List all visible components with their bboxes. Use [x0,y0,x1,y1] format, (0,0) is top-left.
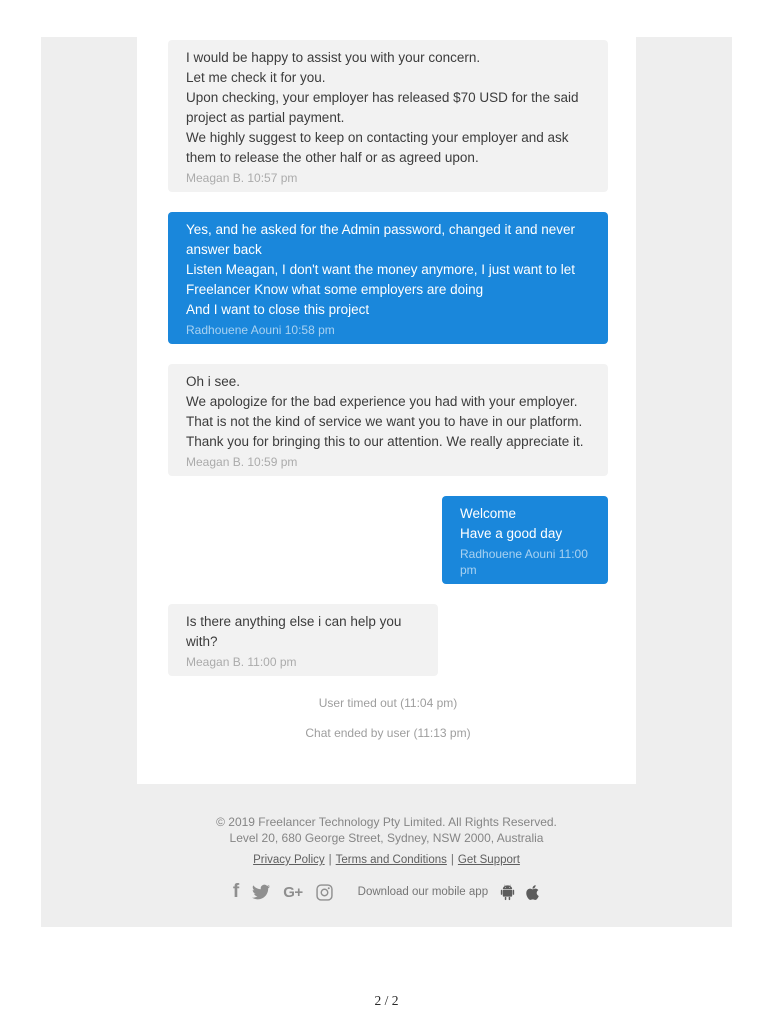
company-address: Level 20, 680 George Street, Sydney, NSW 2000, Australia [229,831,544,845]
message-line: I would be happy to assist you with your concern. [186,50,481,65]
message-line: And I want to close this project [186,302,370,317]
message-line: Let me check it for you. [186,70,326,85]
privacy-policy-link[interactable]: Privacy Policy [253,854,325,866]
message-meta: Meagan B. 10:59 pm [186,455,298,469]
link-separator: | [328,854,332,866]
chat-bubble-user [168,212,608,344]
email-body-panel [41,37,732,927]
email-footer [41,784,732,901]
message-line: Thank you for bringing this to our attention. We really appreciate it. [186,434,584,449]
page-number: 2 / 2 [374,993,399,1008]
facebook-icon[interactable]: f [232,881,240,902]
twitter-icon[interactable] [252,883,270,901]
message-meta: Radhouene Aouni 11:00 pm [460,547,588,577]
terms-and-conditions-link[interactable]: Terms and Conditions [335,854,447,866]
copyright-text: © 2019 Freelancer Technology Pty Limited. All Rights Reserved. [216,815,557,829]
chat-bubble-agent [168,364,608,476]
message-line: Is there anything else i can help you with? [186,614,402,649]
message-line: Upon checking, your employer has released $70 USD for the said project as partial payment. [186,90,579,125]
top-margin [0,0,773,37]
chat-bubble-user [442,496,608,584]
chat-transcript-card [137,37,636,784]
message-line: Have a good day [460,526,563,541]
link-separator: | [450,854,454,866]
footer-links [41,854,732,866]
chat-bubble-agent [168,604,438,676]
apple-icon[interactable] [525,884,540,901]
message-line: Oh i see. [186,374,241,389]
message-meta: Meagan B. 10:57 pm [186,171,298,185]
android-icon[interactable] [499,884,516,901]
download-app-label: Download our mobile app [357,886,489,898]
message-line: We apologize for the bad experience you had with your employer. That is not the kind of service we want you to have in our platform. [186,394,583,429]
chat-status-ended: Chat ended by user (11:13 pm) [305,726,471,740]
google-plus-icon[interactable]: G+ [283,883,303,901]
message-line: Listen Meagan, I don't want the money anymore, I just want to let Freelancer Know what some employers are doing [186,262,576,297]
message-meta: Meagan B. 11:00 pm [186,655,297,669]
message-meta: Radhouene Aouni 10:58 pm [186,323,335,337]
message-line: We highly suggest to keep on contacting your employer and ask them to release the other half or as agreed upon. [186,130,569,165]
get-support-link[interactable]: Get Support [457,854,520,866]
social-icons-row [41,883,732,901]
chat-status-timeout: User timed out (11:04 pm) [318,696,458,710]
chat-bubble-agent [168,40,608,192]
message-line: Welcome [460,506,517,521]
instagram-icon[interactable] [316,884,333,901]
message-line: Yes, and he asked for the Admin password, changed it and never answer back [186,222,576,257]
